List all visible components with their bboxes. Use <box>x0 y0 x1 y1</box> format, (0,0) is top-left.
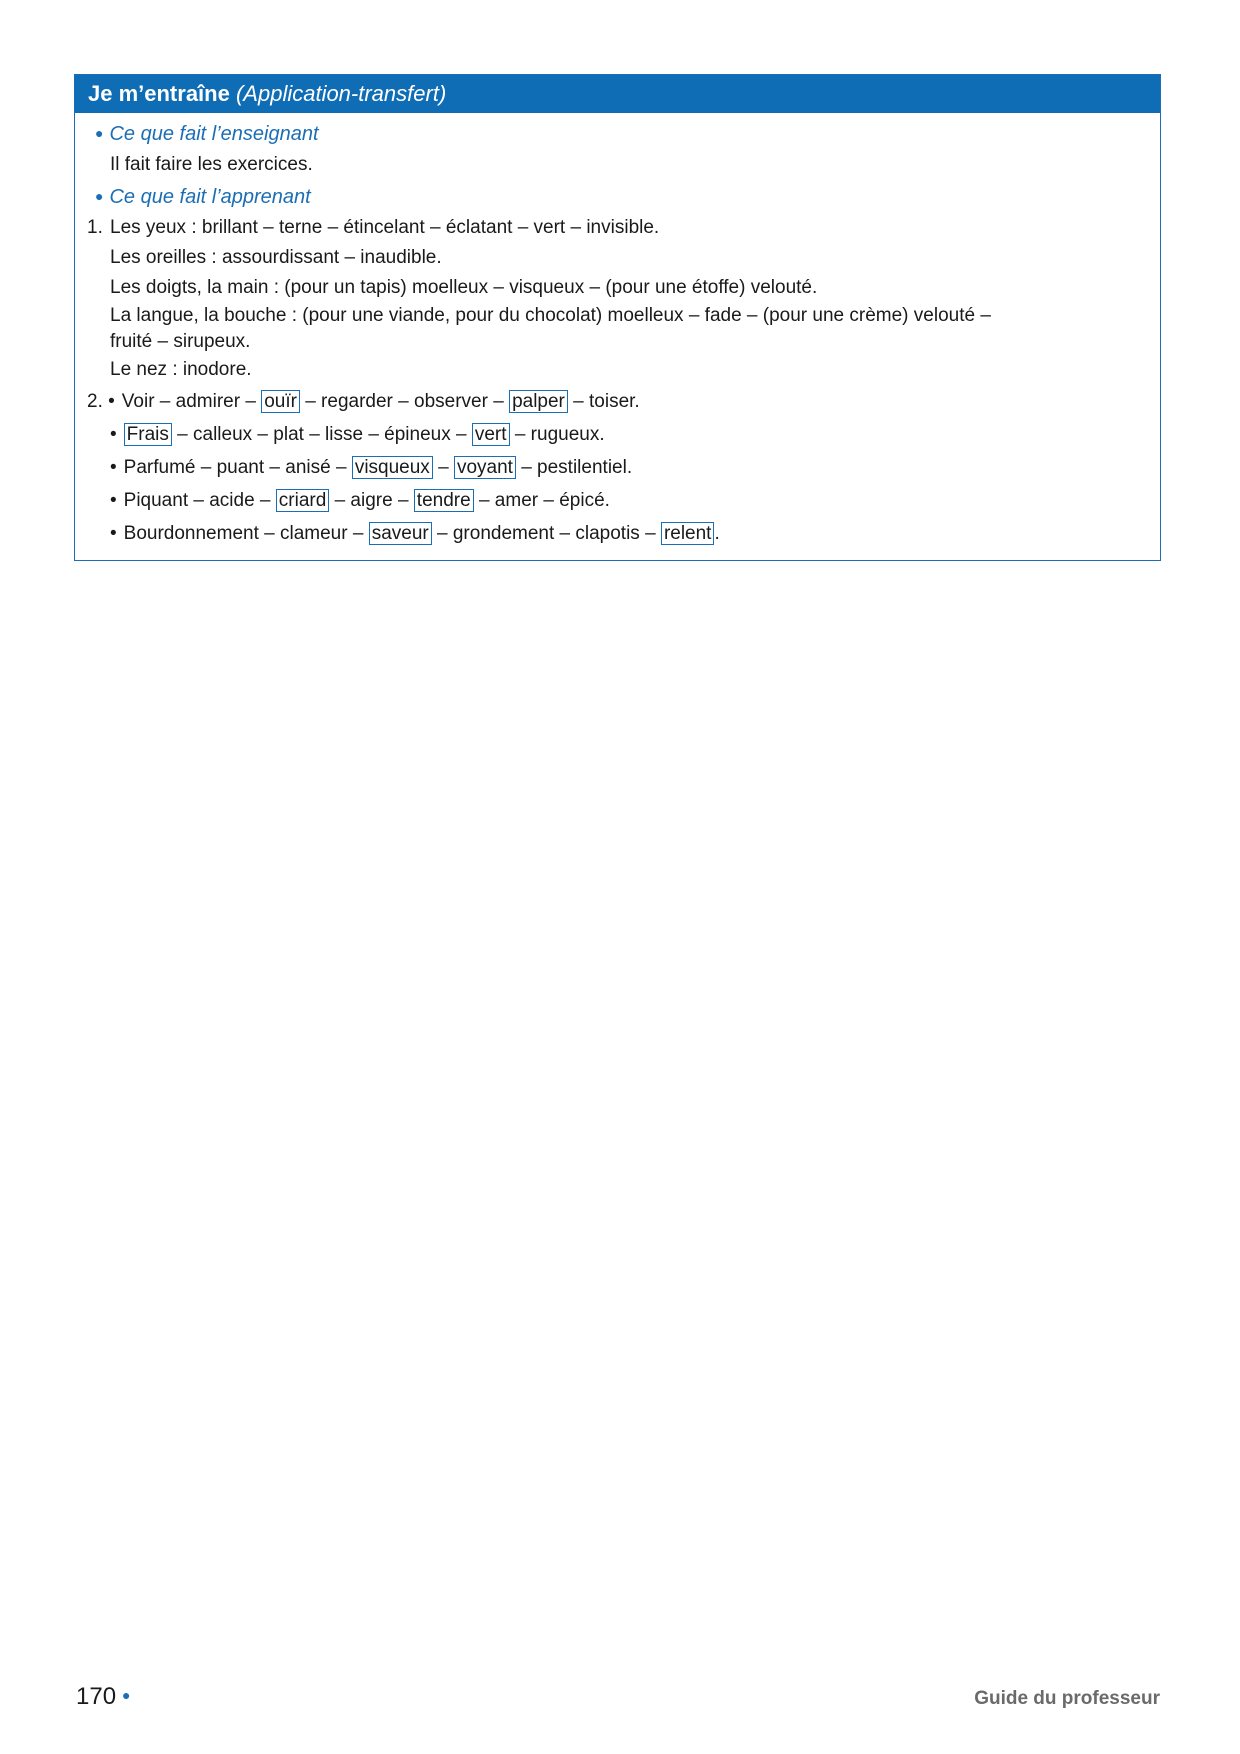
exercise-box <box>74 74 1161 561</box>
learner-heading <box>75 180 1160 213</box>
row-text: – aigre – <box>329 490 414 511</box>
exercise-2-row <box>75 418 1160 451</box>
row-text: – toiser. <box>567 391 640 412</box>
teacher-text: Il fait faire les exercices. <box>110 154 313 175</box>
exercise-2-row <box>75 385 1160 418</box>
boxed-word: palper <box>509 390 568 413</box>
row-text: – <box>432 457 454 478</box>
bullet-dot-icon: ● <box>95 125 104 141</box>
bullet-icon: • <box>110 424 117 445</box>
bullet-icon: • <box>110 523 117 544</box>
boxed-word: Frais <box>124 423 172 446</box>
row-text: Bourdonnement – clameur – <box>123 523 369 544</box>
box-content <box>75 113 1160 550</box>
row-text: Parfumé – puant – anisé – <box>123 457 352 478</box>
boxed-word: relent <box>661 522 715 545</box>
exercise-1-number: 1. <box>87 217 103 238</box>
exercise-1-line: Les doigts, la main : (pour un tapis) moelleux – visqueux – (pour une étoffe) velouté. <box>110 277 818 298</box>
boxed-word: saveur <box>369 522 432 545</box>
teacher-heading-text: Ce que fait l’enseignant <box>109 123 319 145</box>
learner-heading-text: Ce que fait l’apprenant <box>109 186 311 208</box>
exercise-2 <box>75 385 1160 550</box>
boxed-word: tendre <box>414 489 474 512</box>
page-number <box>76 1683 131 1711</box>
page-number-text: 170 <box>76 1683 117 1710</box>
exercise-2-row <box>75 517 1160 550</box>
row-text: . <box>714 523 720 544</box>
bullet-icon: • <box>110 490 117 511</box>
boxed-word: voyant <box>454 456 516 479</box>
boxed-word: vert <box>472 423 510 446</box>
exercise-1-line: Les yeux : brillant – terne – étincelant – éclatant – vert – invisible. <box>110 217 660 238</box>
exercise-1-line: fruité – sirupeux. <box>110 331 251 352</box>
teacher-heading <box>75 117 1160 150</box>
row-text: – rugueux. <box>509 424 605 445</box>
row-text: Voir – admirer – <box>121 391 262 412</box>
bullet-icon: • <box>108 391 115 412</box>
exercise-2-row <box>75 451 1160 484</box>
row-text: – regarder – observer – <box>299 391 510 412</box>
exercise-1-line: Le nez : inodore. <box>110 359 252 380</box>
box-header <box>75 75 1160 113</box>
row-text: – amer – épicé. <box>473 490 610 511</box>
row-text: – calleux – plat – lisse – épineux – <box>171 424 472 445</box>
footer-dot-icon: ● <box>122 1687 131 1703</box>
box-title: Je m’entraîne <box>88 81 230 106</box>
exercise-1-line: La langue, la bouche : (pour une viande, pour du chocolat) moelleux – fade – (pour une crème) velouté – <box>110 305 991 326</box>
boxed-word: visqueux <box>352 456 433 479</box>
boxed-word: ouïr <box>261 390 300 413</box>
exercise-1 <box>75 213 1160 385</box>
box-subtitle: (Application-transfert) <box>235 81 447 106</box>
exercise-1-line: Les oreilles : assourdissant – inaudible. <box>110 247 442 268</box>
row-text: – grondement – clapotis – <box>431 523 661 544</box>
exercise-2-number: 2. <box>87 391 109 412</box>
row-text: – pestilentiel. <box>515 457 633 478</box>
bullet-dot-icon: ● <box>95 188 104 204</box>
bullet-icon: • <box>110 457 117 478</box>
boxed-word: criard <box>276 489 330 512</box>
guide-label: Guide du professeur <box>974 1688 1160 1709</box>
exercise-2-row <box>75 484 1160 517</box>
row-text: Piquant – acide – <box>123 490 276 511</box>
